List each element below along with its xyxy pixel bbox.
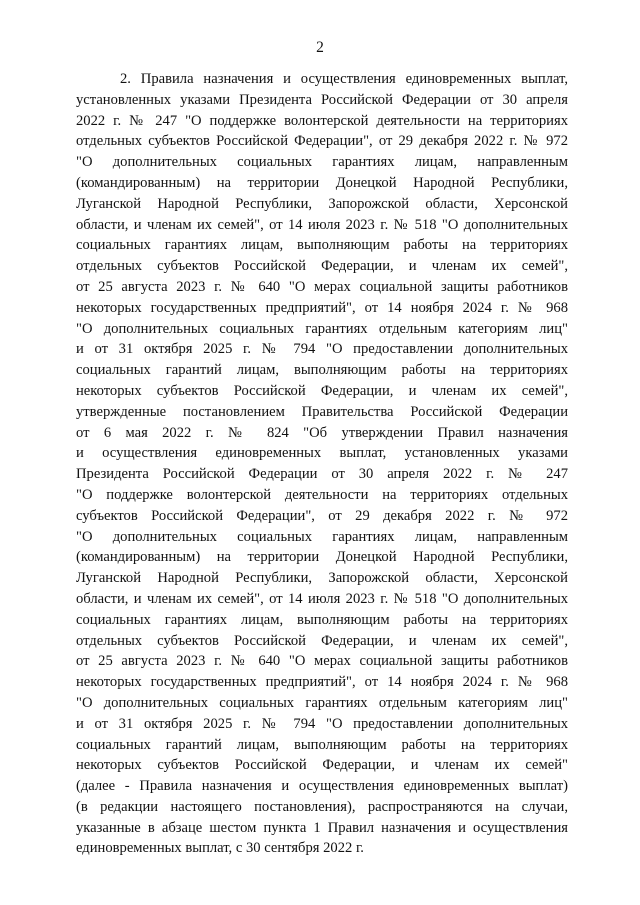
paragraph-line: области, и членам их семей", от 14 июля 2023 г. № 518 "О дополнительных [76,590,568,607]
paragraph-line: утвержденные постановлением Правительства Российской Федерации [76,403,568,420]
paragraph-line: отдельных субъектов Российской Федерации, и членам их семей", [76,632,568,649]
paragraph-line: единовременных выплат, с 30 сентября 2022 г. [76,840,364,857]
paragraph-line: "О дополнительных социальных гарантиях лицам, направленным [76,154,568,171]
paragraph-line: установленных указами Президента Российской Федерации от 30 апреля [76,91,568,108]
paragraph-line: и от 31 октября 2025 г. № 794 "О предоставлении дополнительных [76,715,568,732]
paragraph-line: и осуществления единовременных выплат, установленных указами [76,445,568,462]
paragraph-line: некоторых субъектов Российской Федерации, и членам их семей" [76,757,568,774]
paragraph-line: Президента Российской Федерации от 30 апреля 2022 г. № 247 [76,466,568,483]
paragraph-line: отдельных субъектов Российской Федерации", от 29 декабря 2022 г. № 972 [76,133,568,150]
paragraph-line: и от 31 октября 2025 г. № 794 "О предоставлении дополнительных [76,341,568,358]
paragraph-line: области, и членам их семей", от 14 июля 2023 г. № 518 "О дополнительных [76,216,568,233]
page-number: 2 [316,39,324,56]
paragraph-line: Луганской Народной Республики, Запорожской области, Херсонской [76,570,568,587]
paragraph-line: социальных гарантий лицам, выполняющим работы на территориях [76,736,568,753]
paragraph-line: некоторых государственных предприятий", от 14 ноября 2024 г. № 968 [76,299,568,316]
paragraph-line: от 6 мая 2022 г. № 824 "Об утверждении Правил назначения [76,424,568,441]
paragraph-line: социальных гарантиях лицам, выполняющим работы на территориях [76,237,568,254]
paragraph-line: некоторых субъектов Российской Федерации, и членам их семей", [76,382,568,399]
paragraph-line: отдельных субъектов Российской Федерации, и членам их семей", [76,258,568,275]
paragraph-line: субъектов Российской Федерации", от 29 декабря 2022 г. № 972 [76,507,568,524]
paragraph-line: социальных гарантий лицам, выполняющим работы на территориях [76,362,568,379]
paragraph-line: (далее - Правила назначения и осуществления единовременных выплат) [76,778,568,795]
paragraph-line: "О дополнительных социальных гарантиях лицам, направленным [76,528,568,545]
paragraph-line: социальных гарантиях лицам, выполняющим работы на территориях [76,611,568,628]
paragraph-line: некоторых государственных предприятий", от 14 ноября 2024 г. № 968 [76,674,568,691]
paragraph-2 [76,69,568,859]
paragraph-line: (командированным) на территории Донецкой Народной Республики, [76,549,568,566]
paragraph-line: "О дополнительных социальных гарантиях отдельным категориям лиц" [76,694,568,711]
paragraph-line: 2. Правила назначения и осуществления единовременных выплат, [120,71,568,87]
paragraph-line: Луганской Народной Республики, Запорожской области, Херсонской [76,195,568,212]
paragraph-line: (командированным) на территории Донецкой Народной Республики, [76,174,568,191]
paragraph-line: 2022 г. № 247 "О поддержке волонтерской деятельности на территориях [76,112,568,129]
paragraph-line: от 25 августа 2023 г. № 640 "О мерах социальной защиты работников [76,278,568,295]
paragraph-line: (в редакции настоящего постановления), распространяются на случаи, [76,798,568,815]
paragraph-line: "О поддержке волонтерской деятельности на территориях отдельных [76,486,568,503]
paragraph-line: от 25 августа 2023 г. № 640 "О мерах социальной защиты работников [76,653,568,670]
paragraph-line: "О дополнительных социальных гарантиях отдельным категориям лиц" [76,320,568,337]
paragraph-line: указанные в абзаце шестом пункта 1 Правил назначения и осуществления [76,819,568,836]
